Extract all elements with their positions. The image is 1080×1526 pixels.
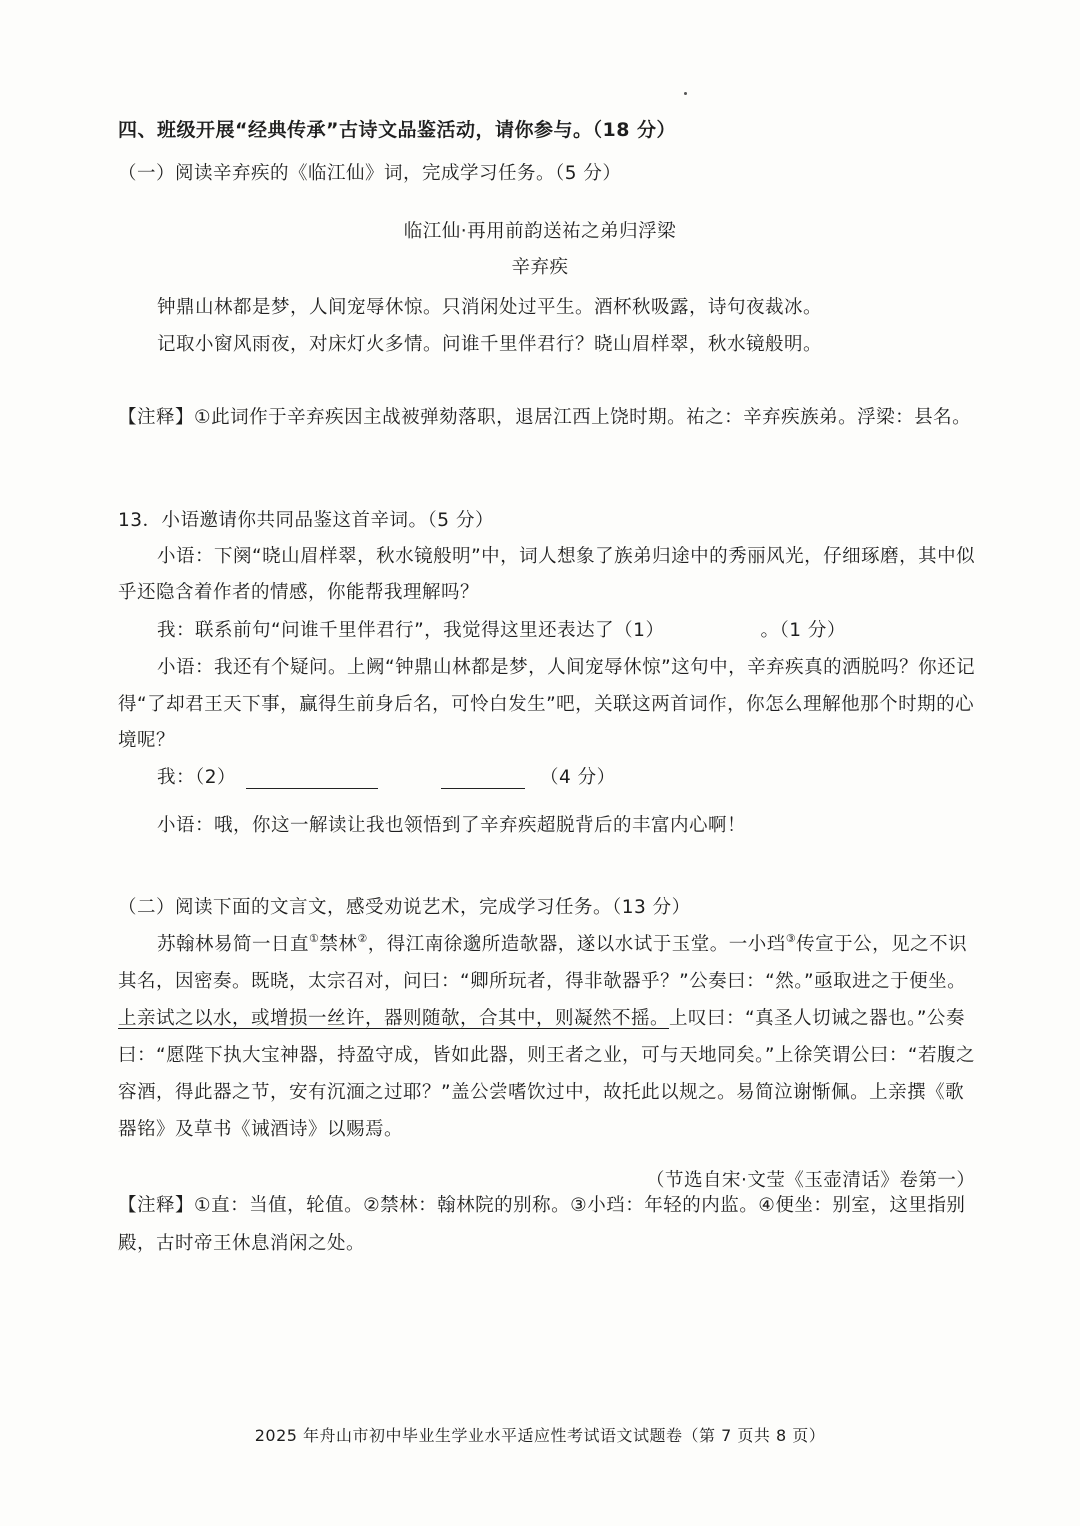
- page-footer: 2025 年舟山市初中毕业生学业水平适应性考试语文试题卷（第 7 页共 8 页）: [254, 1426, 826, 1445]
- poem-line: 记取小窗风雨夜，对床灯火多情。问谁千里伴君行？晓山眉样翠，秋水镜般明。: [157, 334, 823, 355]
- passage-line: [118, 1005, 965, 1033]
- answer-1-line: [157, 617, 846, 645]
- passage-text: 苏翰林易简一日直: [157, 934, 310, 955]
- part2-heading: （二）阅读下面的文言文，感受劝说艺术，完成学习任务。（13 分）: [118, 897, 691, 918]
- dialogue-line: 小语：我还有个疑问。上阙“钟鼎山林都是梦，人间宠辱休惊”这句中，辛弃疾真的洒脱吗？你还记: [157, 657, 976, 678]
- part1-heading: （一）阅读辛弃疾的《临江仙》词，完成学习任务。（5 分）: [118, 163, 622, 184]
- answer-2-blank-b[interactable]: [441, 770, 525, 789]
- answer-1-score: 。（1 分）: [760, 620, 846, 641]
- passage-note: 【注释】①直：当值，轮值。②禁林：翰林院的别称。③小珰：年轻的内监。④便坐：别室，这里指别: [118, 1195, 966, 1216]
- passage-text: ，得江南徐邈所造欹器，遂以水试于玉堂。一小珰: [367, 934, 786, 955]
- answer-2-score: （4 分）: [540, 767, 616, 788]
- answer-1-prompt: 我：联系前句“问谁千里伴君行”，我觉得这里还表达了（1）: [157, 620, 665, 641]
- dialogue-line: 境呢？: [118, 730, 176, 751]
- passage-line: 容酒，得此器之节，安有沉湎之过耶？”盖公尝嗜饮过中，故托此以规之。易简泣谢惭佩。上亲撰《歌: [118, 1082, 965, 1103]
- passage-text: 上叹曰：“真圣人切诫之器也。”公奏: [669, 1008, 965, 1029]
- dialogue-closing: 小语：哦，你这一解读让我也领悟到了辛弃疾超脱背后的丰富内心啊！: [157, 815, 747, 836]
- poem-title: 临江仙·再用前韵送祐之弟归浮梁: [403, 221, 677, 242]
- passage-note: 殿，古时帝王休息消闲之处。: [118, 1233, 366, 1254]
- dialogue-line: 乎还隐含着作者的情感，你能帮我理解吗？: [118, 582, 480, 603]
- dialogue-line: 得“了却君王天下事，赢得生前身后名，可怜白发生”吧，关联这两首词作，你怎么理解他那个时期的心: [118, 694, 975, 715]
- poem-note: 【注释】①此词作于辛弃疾因主战被弹劾落职，退居江西上饶时期。祐之：辛弃疾族弟。浮梁：县名。: [118, 407, 972, 428]
- stray-mark: [684, 92, 687, 95]
- passage-text: 禁林: [319, 934, 358, 955]
- answer-1-blank[interactable]: [664, 618, 760, 636]
- passage-line: 其名，因密奏。既晓，太宗召对，问曰：“卿所玩者，得非欹器乎？”公奏曰：“然。”亟取进之于便坐。: [118, 971, 967, 992]
- underlined-sentence: 上亲试之以水，或增损一丝许，器则随欹，合其中，则凝然不摇。: [118, 1008, 670, 1029]
- note-marker: ③: [785, 932, 797, 945]
- poem-line: 钟鼎山林都是梦，人间宠辱休惊。只消闲处过平生。酒杯秋吸露，诗句夜裁冰。: [157, 297, 823, 318]
- note-marker: ②: [357, 932, 368, 945]
- passage-line: 器铭》及草书《诫酒诗》以赐焉。: [118, 1119, 404, 1140]
- note-marker: ①: [309, 932, 320, 945]
- poem-author: 辛弃疾: [511, 257, 569, 278]
- answer-2-blank-a[interactable]: [246, 770, 378, 789]
- dialogue-line: 小语：下阕“晓山眉样翠，秋水镜般明”中，词人想象了族弟归途中的秀丽风光，仔细琢磨，其中似: [157, 546, 976, 567]
- q13-heading: 13．小语邀请你共同品鉴这首辛词。（5 分）: [118, 510, 494, 531]
- passage-text: 传宣于公，见之不识: [796, 934, 968, 955]
- passage-line: 曰：“愿陛下执大宝神器，持盈守成，皆如此器，则王者之业，可与天地同矣。”上徐笑谓公曰：“若腹之: [118, 1045, 976, 1066]
- section-title: 四、班级开展“经典传承”古诗文品鉴活动，请你参与。（18 分）: [118, 119, 677, 141]
- passage-source: （节选自宋·文莹《玉壶清话》卷第一）: [646, 1170, 976, 1191]
- passage-line: [157, 931, 967, 959]
- answer-2-label: 我：（2）: [157, 767, 237, 788]
